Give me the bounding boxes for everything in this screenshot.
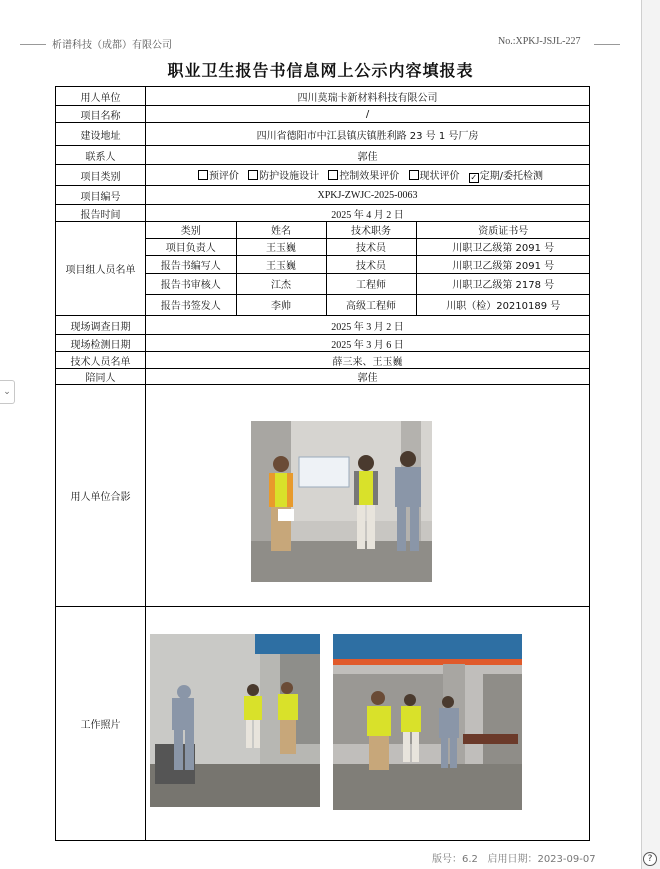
team-header-role: 类别 <box>146 222 236 238</box>
label-report-time: 报告时间 <box>56 205 146 222</box>
vertical-scrollbar[interactable] <box>642 0 660 869</box>
team-header-row <box>146 222 590 238</box>
label-address: 建设地址 <box>56 123 146 146</box>
row-address <box>56 123 590 146</box>
checkbox-control-evaluation[interactable] <box>328 170 338 180</box>
row-test-date <box>56 335 590 352</box>
checkbox-protection-design[interactable] <box>248 170 258 180</box>
label-work-photo: 工作照片 <box>56 607 146 841</box>
footer-version: 版号：6.2 <box>432 854 478 865</box>
team-cert: 川职卫乙级第 2178 号 <box>416 273 590 294</box>
checkbox-periodic-testing[interactable]: ✓ <box>470 173 478 182</box>
label-category: 项目类别 <box>56 165 146 186</box>
label-survey-date: 现场调查日期 <box>56 316 146 335</box>
side-panel-toggle[interactable] <box>0 380 15 404</box>
value-project-no: XPKJ-ZWJC-2025-0063 <box>146 186 590 205</box>
team-cell <box>146 222 590 316</box>
work-photo-right <box>333 634 522 810</box>
label-test-date: 现场检测日期 <box>56 335 146 352</box>
work-photo-right-image <box>333 634 522 810</box>
header-left-rule <box>20 44 46 45</box>
team-role: 报告书签发人 <box>146 294 236 315</box>
value-report-time: 2025 年 4 月 2 日 <box>146 205 590 222</box>
team-cert: 川职卫乙级第 2091 号 <box>416 238 590 255</box>
group-photo-image <box>251 421 432 582</box>
value-test-date: 2025 年 3 月 6 日 <box>146 335 590 352</box>
team-role: 项目负责人 <box>146 238 236 255</box>
value-category <box>146 165 590 186</box>
label-employer: 用人单位 <box>56 87 146 106</box>
label-companion: 陪同人 <box>56 369 146 385</box>
label-group-photo: 用人单位合影 <box>56 385 146 607</box>
row-project-no <box>56 186 590 205</box>
checkbox-status-evaluation[interactable] <box>409 170 419 180</box>
value-employer: 四川莫瑞卡新材料科技有限公司 <box>146 87 590 106</box>
team-title: 工程师 <box>326 273 416 294</box>
row-contact <box>56 146 590 165</box>
row-survey-date <box>56 316 590 335</box>
team-cert: 川职（检）20210189 号 <box>416 294 590 315</box>
table-row <box>146 273 590 294</box>
team-title: 高级工程师 <box>326 294 416 315</box>
checkbox-label-protection-design: 防护设施设计 <box>259 171 320 182</box>
work-photo-left <box>150 634 320 807</box>
value-address: 四川省德阳市中江县镇庆镇胜利路 23 号 1 号厂房 <box>146 123 590 146</box>
team-table <box>146 222 590 315</box>
work-photo-left-image <box>150 634 320 807</box>
chevron-down-icon: ⌄ <box>3 387 11 397</box>
row-tech-staff <box>56 352 590 369</box>
label-project-name: 项目名称 <box>56 106 146 123</box>
team-cert: 川职卫乙级第 2091 号 <box>416 255 590 273</box>
team-name: 李帅 <box>236 294 326 315</box>
value-companion: 郭佳 <box>146 369 590 385</box>
label-contact: 联系人 <box>56 146 146 165</box>
checkbox-label-control-evaluation: 控制效果评价 <box>339 171 400 182</box>
team-title: 技术员 <box>326 255 416 273</box>
row-team <box>56 222 590 316</box>
team-title: 技术员 <box>326 238 416 255</box>
table-row <box>146 238 590 255</box>
checkbox-pre-evaluation[interactable] <box>198 170 208 180</box>
team-header-name: 姓名 <box>236 222 326 238</box>
group-photo <box>251 421 432 582</box>
label-team: 项目组人员名单 <box>56 222 146 316</box>
row-report-time <box>56 205 590 222</box>
page-title: 职业卫生报告书信息网上公示内容填报表 <box>167 61 474 80</box>
footer-effective-date: 启用日期：2023-09-07 <box>487 854 596 865</box>
checkbox-label-status-evaluation: 现状评价 <box>419 171 460 182</box>
header-right-rule <box>594 44 620 45</box>
footer-version-info <box>432 850 596 865</box>
header-doc-no: No.:XPKJ-JSJL-227 <box>498 36 581 47</box>
row-category <box>56 165 590 186</box>
value-contact: 郭佳 <box>146 146 590 165</box>
checkbox-label-pre-evaluation: 预评价 <box>208 171 239 182</box>
row-project-name <box>56 106 590 123</box>
table-row <box>146 294 590 315</box>
checkbox-label-periodic-testing: 定期/委托检测 <box>479 171 544 182</box>
label-project-no: 项目编号 <box>56 186 146 205</box>
label-tech-staff: 技术人员名单 <box>56 352 146 369</box>
value-project-name: / <box>146 106 590 123</box>
team-header-cert: 资质证书号 <box>416 222 590 238</box>
team-header-title: 技术职务 <box>326 222 416 238</box>
team-name: 王玉巍 <box>236 238 326 255</box>
row-companion <box>56 369 590 385</box>
header-company: 析谱科技（成都）有限公司 <box>52 40 172 51</box>
team-name: 江杰 <box>236 273 326 294</box>
team-role: 报告书审核人 <box>146 273 236 294</box>
table-row <box>146 255 590 273</box>
team-name: 王玉巍 <box>236 255 326 273</box>
value-survey-date: 2025 年 3 月 2 日 <box>146 316 590 335</box>
row-employer <box>56 87 590 106</box>
help-icon[interactable]: ? <box>643 852 657 866</box>
value-tech-staff: 薛三来、王玉巍 <box>146 352 590 369</box>
team-role: 报告书编写人 <box>146 255 236 273</box>
